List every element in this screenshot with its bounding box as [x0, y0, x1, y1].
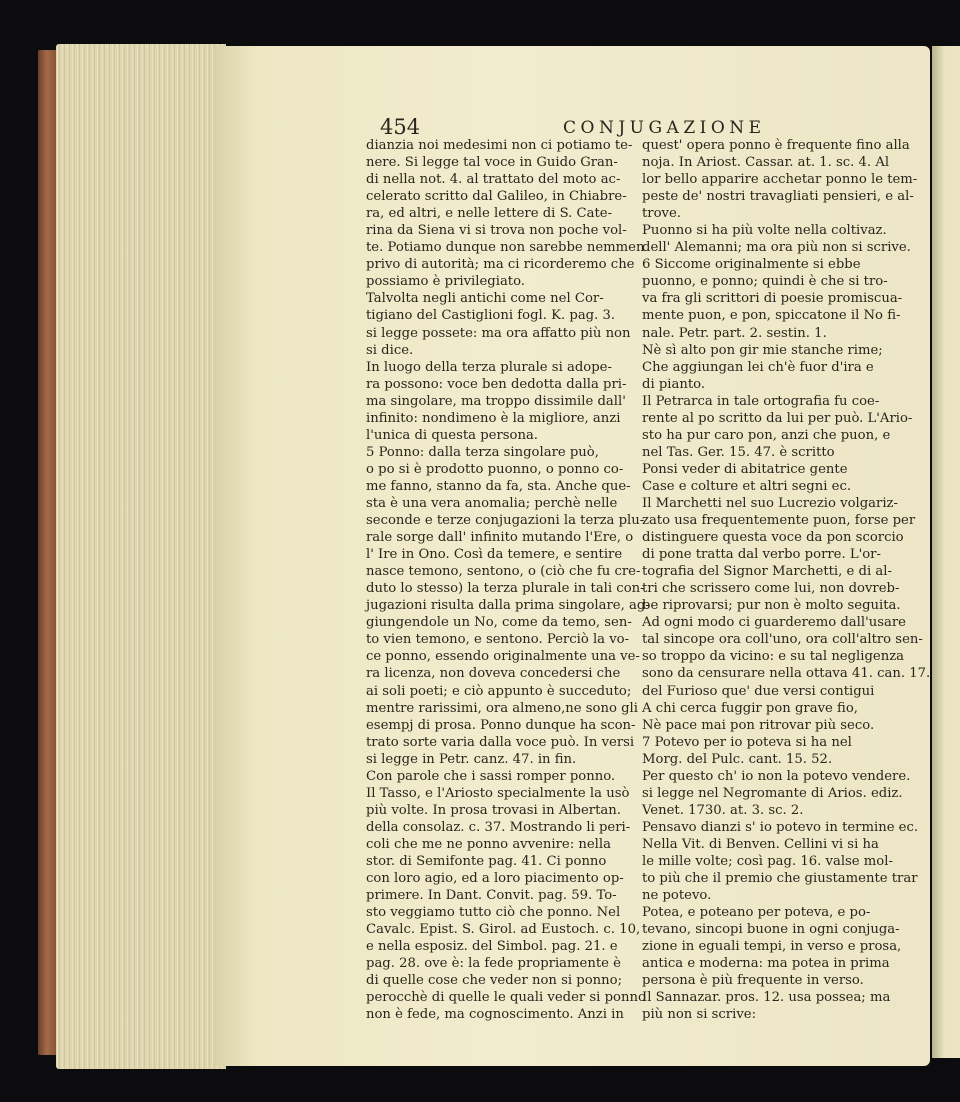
text-line: di pone tratta dal verbo porre. L'or-	[642, 547, 881, 563]
text-line: privo di autorità; ma ci ricorderemo che	[366, 257, 635, 273]
text-line: esempj di prosa. Ponno dunque ha scon-	[366, 717, 636, 733]
text-line: più volte. In prosa trovasi in Albertan.	[366, 802, 621, 818]
text-line: si legge possete: ma ora affatto più non	[366, 325, 631, 341]
text-line: Che aggiungan lei ch'è fuor d'ira e	[642, 359, 874, 375]
text-line: tigiano del Castiglioni fogl. K. pag. 3.	[366, 308, 616, 324]
text-line: mentre rarissimi, ora almeno,ne sono gli	[366, 700, 638, 716]
text-line: to vien temono, e sentono. Perciò la vo-	[366, 632, 630, 648]
text-line: mente puon, e pon, spiccatone il No fi-	[642, 308, 901, 324]
text-line: Venet. 1730. at. 3. sc. 2.	[642, 802, 804, 818]
text-line: duto lo stesso) la terza plurale in tali con-	[366, 581, 645, 597]
text-line: trove.	[642, 206, 681, 222]
text-line: primere. In Dant. Convit. pag. 59. To-	[366, 888, 617, 904]
text-line: persona è più frequente in verso.	[642, 973, 864, 989]
text-line: trato sorte varia dalla voce può. In versi	[366, 734, 635, 750]
left-text-column	[366, 137, 650, 1023]
text-line: l'unica di questa persona.	[366, 427, 539, 443]
text-line: va fra gli scrittori di poesie promiscua-	[642, 291, 903, 307]
text-line: Il Petrarca in tale ortografia fu coe-	[642, 393, 880, 409]
text-line: ra, ed altri, e nelle lettere di S. Cate-	[366, 206, 613, 222]
text-line: rente al po scritto da lui per può. L'Ario-	[642, 410, 913, 426]
text-line: Nella Vit. di Benven. Cellini vi si ha	[642, 836, 879, 852]
text-line: dianzia noi medesimi non ci potiamo te-	[366, 138, 633, 153]
text-line: Puonno si ha più volte nella coltivaz.	[642, 223, 887, 239]
text-line: nel Tas. Ger. 15. 47. è scritto	[642, 444, 835, 460]
text-line: tevano, sincopi buone in ogni conjuga-	[642, 922, 900, 938]
text-line: sto veggiamo tutto ciò che ponno. Nel	[366, 905, 621, 921]
text-line: 6 Siccome originalmente si ebbe	[642, 257, 861, 273]
text-line: Per questo ch' io non la potevo vendere.	[642, 768, 911, 784]
text-line: zione in eguali tempi, in verso e prosa,	[642, 939, 902, 955]
text-line: Nè pace mai pon ritrovar più seco.	[642, 717, 875, 733]
text-line: Ad ogni modo ci guarderemo dall'usare	[642, 615, 906, 631]
text-line: peste de' nostri travagliati pensieri, e al-	[642, 189, 914, 205]
text-line: Cavalc. Epist. S. Girol. ad Eustoch. c. 10,	[366, 922, 641, 938]
text-line: distinguere questa voce da pon scorcio	[642, 530, 904, 546]
text-line: non è fede, ma cognoscimento. Anzi in	[366, 1007, 624, 1023]
text-line: più non si scrive:	[642, 1007, 757, 1023]
text-line: quest' opera ponno è frequente fino alla	[642, 138, 910, 153]
text-line: me fanno, stanno da fa, sta. Anche que-	[366, 478, 631, 494]
text-line: Il Sannazar. pros. 12. usa possea; ma	[642, 990, 891, 1006]
text-line: tografia del Signor Marchetti, e di al-	[642, 564, 892, 580]
text-line: Pensavo dianzi s' io potevo in termine ec.	[642, 819, 919, 835]
text-line: si dice.	[366, 342, 414, 358]
text-line: seconde e terze conjugazioni la terza plu-	[366, 513, 645, 529]
text-line: A chi cerca fuggir pon grave fio,	[642, 700, 858, 716]
text-line: celerato scritto dal Galileo, in Chiabre-	[366, 189, 627, 205]
page-number: 454	[380, 115, 421, 139]
text-line: del Furioso que' due versi contigui	[642, 683, 875, 699]
text-line: Nè sì alto pon gir mie stanche rime;	[642, 342, 883, 358]
text-line: jugazioni risulta dalla prima singolare, ag-	[366, 598, 650, 614]
text-line: nere. Si legge tal voce in Guido Gran-	[366, 155, 618, 171]
text-line: be riprovarsi; pur non è molto seguita.	[642, 598, 901, 614]
text-line: le mille volte; così pag. 16. valse mol-	[642, 853, 893, 869]
text-line: possiamo è privilegiato.	[366, 274, 526, 290]
text-line: lor bello apparire acchetar ponno le tem-	[642, 172, 918, 188]
text-line: so troppo da vicino: e su tal negligenza	[642, 649, 905, 665]
text-line: perocchè di quelle le quali veder si ponno	[366, 990, 646, 1006]
text-line: coli che me ne ponno avvenire: nella	[366, 836, 611, 852]
text-line: si legge in Petr. canz. 47. in fin.	[366, 751, 577, 767]
text-line: dell' Alemanni; ma ora più non si scrive.	[642, 240, 911, 256]
text-line: Ponsi veder di abitatrice gente	[642, 461, 848, 477]
text-line: giungendole un No, come da temo, sen-	[366, 615, 632, 631]
text-line: ra licenza, non doveva concedersi che	[366, 666, 621, 682]
text-line: con loro agio, ed a loro piacimento op-	[366, 871, 624, 887]
text-line: Il Marchetti nel suo Lucrezio volgariz-	[642, 495, 898, 511]
text-line: 7 Potevo per io poteva si ha nel	[642, 734, 852, 750]
text-line: sta è una vera anomalia; perchè nelle	[366, 495, 618, 511]
text-line: rina da Siena vi si trova non poche vol-	[366, 223, 627, 239]
text-line: stor. di Semifonte pag. 41. Ci ponno	[366, 853, 607, 869]
text-line: e nella esposiz. del Simbol. pag. 21. e	[366, 939, 618, 955]
text-line: Morg. del Pulc. cant. 15. 52.	[642, 751, 833, 767]
text-line: noja. In Ariost. Cassar. at. 1. sc. 4. Al	[642, 155, 890, 171]
text-line: ce ponno, essendo originalmente una ve-	[366, 649, 640, 665]
text-line: Potea, e poteano per poteva, e po-	[642, 905, 871, 921]
text-line: te. Potiamo dunque non sarebbe nemmen	[366, 240, 645, 256]
text-line: sono da censurare nella ottava 41. can. 17.	[642, 666, 931, 682]
text-line: ra possono: voce ben dedotta dalla pri-	[366, 376, 627, 392]
text-line: pag. 28. ove è: la fede propriamente è	[366, 956, 621, 972]
page-edges-stack	[56, 44, 226, 1069]
text-line: nale. Petr. part. 2. sestin. 1.	[642, 325, 827, 341]
text-line: o po si è prodotto puonno, o ponno co-	[366, 461, 624, 477]
text-line: Il Tasso, e l'Ariosto specialmente la usò	[366, 785, 630, 801]
text-line: Con parole che i sassi romper ponno.	[366, 768, 616, 784]
text-line: della consolaz. c. 37. Mostrando li peri-	[366, 819, 631, 835]
text-line: sto ha pur caro pon, anzi che puon, e	[642, 427, 891, 443]
text-line: l' Ire in Ono. Così da temere, e sentire	[366, 547, 623, 563]
text-line: tri che scrissero come lui, non dovreb-	[642, 581, 900, 597]
text-line: puonno, e ponno; quindi è che si tro-	[642, 274, 888, 290]
text-line: ma singolare, ma troppo dissimile dall'	[366, 393, 626, 409]
text-line: antica e moderna: ma potea in prima	[642, 956, 890, 972]
facing-page-edge	[932, 46, 960, 1058]
text-line: ai soli poeti; e ciò appunto è succeduto;	[366, 683, 632, 699]
text-line: si legge nel Negromante di Arios. ediz.	[642, 785, 903, 801]
text-line: infinito: nondimeno è la migliore, anzi	[366, 410, 621, 426]
text-line: di nella not. 4. al trattato del moto ac-	[366, 172, 621, 188]
running-head: CONJUGAZIONE	[563, 118, 766, 138]
text-line: ne potevo.	[642, 888, 712, 904]
text-line: nasce temono, sentono, o (ciò che fu cre-	[366, 564, 641, 580]
text-line: tal sincope ora coll'uno, ora coll'altro sen-	[642, 632, 923, 648]
text-line: di pianto.	[642, 376, 706, 392]
text-line: zato usa frequentemente puon, forse per	[642, 513, 916, 529]
text-line: In luogo della terza plurale si adope-	[366, 359, 612, 375]
text-line: Talvolta negli antichi come nel Cor-	[366, 291, 604, 307]
right-text-column	[642, 137, 931, 1023]
text-line: to più che il premio che giustamente trar	[642, 871, 918, 887]
text-line: rale sorge dall' infinito mutando l'Ere, o	[366, 530, 634, 546]
text-line: di quelle cose che veder non si ponno;	[366, 973, 623, 989]
text-line: Case e colture et altri segni ec.	[642, 478, 852, 494]
text-line: 5 Ponno: dalla terza singolare può,	[366, 444, 599, 460]
